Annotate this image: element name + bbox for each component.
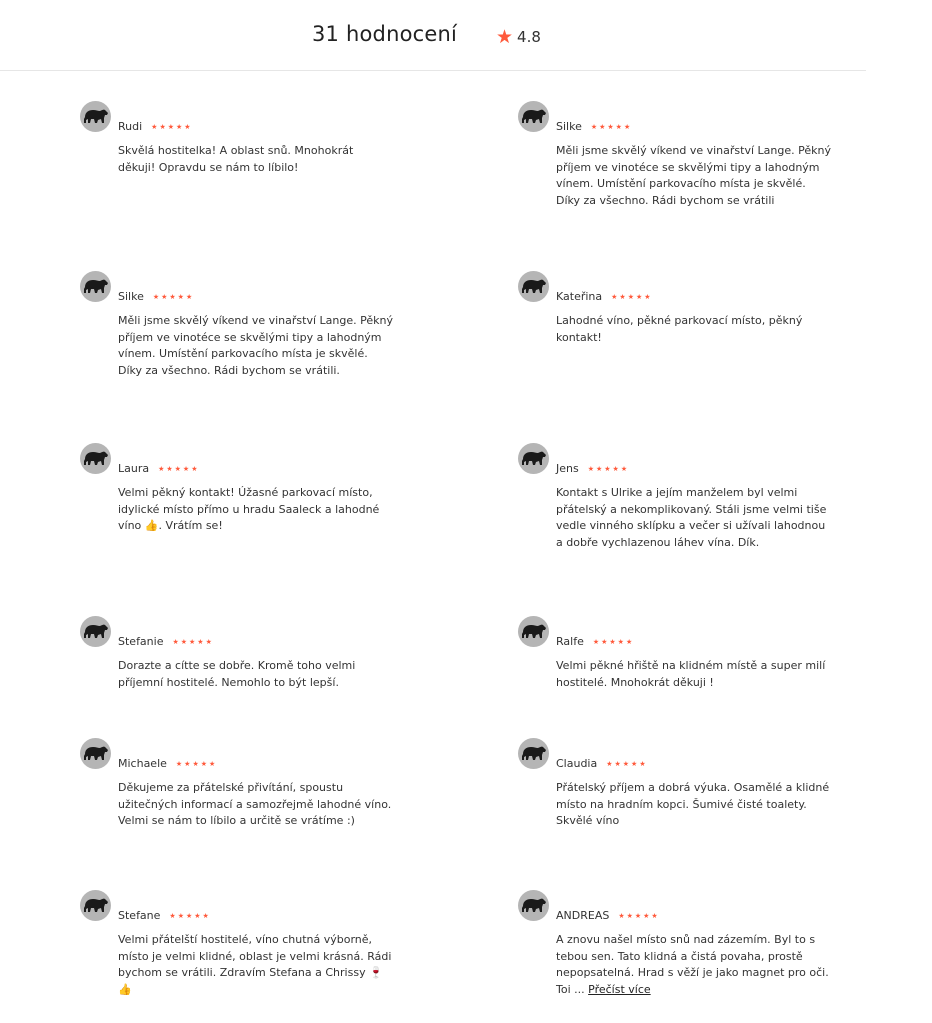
review-stars: ★★★★★ — [606, 759, 648, 768]
star-icon: ★ — [496, 26, 514, 48]
review-text: Skvělá hostitelka! A oblast snů. Mnohokrát děkuji! Opravdu se nám to líbilo! — [118, 144, 354, 174]
review-stars: ★★★★★ — [618, 911, 660, 920]
bear-icon — [83, 744, 109, 762]
overall-rating-value: 4.8 — [517, 28, 541, 46]
read-more-link[interactable]: Přečíst více — [588, 982, 651, 996]
bear-icon — [521, 744, 547, 762]
review-text: Dorazte a cítte se dobře. Kromě toho velmi příjemní hostitelé. Nemohlo to být lepší. — [118, 659, 356, 689]
avatar[interactable] — [518, 616, 549, 647]
review-stars: ★★★★★ — [587, 464, 630, 473]
avatar[interactable] — [518, 101, 549, 132]
bear-icon — [83, 622, 109, 640]
review-stars: ★★★★★ — [611, 292, 653, 301]
avatar[interactable] — [80, 443, 111, 474]
reviewer-row — [556, 909, 660, 922]
bear-icon — [521, 107, 547, 125]
review-text: Měli jsme skvělý víkend ve vinařství Lange. Pěkný příjem ve vinotéce se skvělými tipy a lahodným vínem. Umístění parkovacího místa je skvělé. Díky za všechno. Rádi bychom se vrátili. — [118, 314, 393, 377]
avatar[interactable] — [80, 890, 111, 921]
reviewer-row — [556, 462, 629, 475]
avatar[interactable] — [80, 738, 111, 769]
overall-rating — [496, 28, 541, 46]
review-stars: ★★★★★ — [175, 759, 218, 768]
review-text: Měli jsme skvělý víkend ve vinařství Lange. Pěkný příjem ve vinotéce se skvělými tipy a lahodným vínem. Umístění parkovacího místa je skvělé. Díky za všechno. Rádi bychom se vrátili — [556, 144, 831, 207]
reviewer-row — [118, 757, 217, 770]
review-stars: ★★★★★ — [152, 292, 195, 301]
review-stars: ★★★★★ — [172, 637, 214, 646]
review-text: Velmi pěkné hřiště na klidném místě a super milí hostitelé. Mnohokrát děkuji ! — [556, 659, 826, 689]
bear-icon — [521, 449, 547, 467]
reviewer-row — [556, 120, 632, 133]
review-text: Lahodné víno, pěkné parkovací místo, pěkný kontakt! — [556, 314, 803, 344]
avatar[interactable] — [518, 890, 549, 921]
reviewer-name: Ralfe — [556, 635, 584, 648]
reviewer-name: Rudi — [118, 120, 143, 133]
reviewer-row — [118, 120, 193, 133]
avatar[interactable] — [518, 271, 549, 302]
reviewer-name: Stefanie — [118, 635, 164, 648]
reviews-count-title: 31 hodnocení — [312, 22, 458, 46]
bear-icon — [83, 896, 109, 914]
reviewer-name: Silke — [118, 290, 144, 303]
reviewer-name: Stefane — [118, 909, 161, 922]
reviewer-name: Jens — [556, 462, 579, 475]
reviewer-row — [118, 909, 211, 922]
review-stars: ★★★★★ — [592, 637, 635, 646]
reviewer-name: Michaele — [118, 757, 167, 770]
review-stars: ★★★★★ — [158, 464, 200, 473]
bear-icon — [521, 277, 547, 295]
avatar[interactable] — [518, 443, 549, 474]
reviewer-row — [118, 635, 214, 648]
review-stars: ★★★★★ — [151, 122, 193, 131]
reviewer-name: ANDREAS — [556, 909, 610, 922]
bear-icon — [521, 622, 547, 640]
bear-icon — [521, 896, 547, 914]
review-stars: ★★★★★ — [590, 122, 633, 131]
reviewer-name: Silke — [556, 120, 582, 133]
review-text: Přátelský příjem a dobrá výuka. Osamělé a klidné místo na hradním kopci. Šumivé čisté toalety. Skvělé víno — [556, 781, 830, 827]
review-text: Velmi pěkný kontakt! Úžasné parkovací místo, idylické místo přímo u hradu Saaleck a lahodné víno 👍. Vrátím se! — [118, 486, 380, 532]
reviewer-name: Kateřina — [556, 290, 603, 303]
avatar[interactable] — [518, 738, 549, 769]
reviewer-row — [556, 290, 653, 303]
review-text: Velmi přátelští hostitelé, víno chutná výborně, místo je velmi klidné, oblast je velmi krásná. Rádi bychom se vrátili. Zdravím Stefana a Chrissy 🍷👍 — [118, 933, 392, 996]
bear-icon — [83, 277, 109, 295]
reviewer-row — [556, 635, 634, 648]
reviewer-row — [118, 290, 194, 303]
bear-icon — [83, 449, 109, 467]
reviewer-row — [118, 462, 200, 475]
reviewer-name: Claudia — [556, 757, 598, 770]
review-text: Děkujeme za přátelské přivítání, spoustu užitečných informací a samozřejmě lahodné víno. Velmi se nám to líbilo a určitě se vrátíme :) — [118, 781, 392, 827]
review-stars: ★★★★★ — [169, 911, 211, 920]
review-text: Kontakt s Ulrike a jejím manželem byl velmi přátelský a nekomplikovaný. Stáli jsme velmi tiše vedle vinného sklípku a večer si užívali lahodnou a dobře vychlazenou láhev vína. Dík. — [556, 486, 827, 549]
reviewer-name: Laura — [118, 462, 150, 475]
reviews-header — [0, 0, 866, 71]
bear-icon — [83, 107, 109, 125]
review-text: A znovu našel místo snů nad zázemím. Byl to s tebou sen. Tato klidná a čistá povaha, prostě nepopsatelná. Hrad s věží je jako magnet pro oči. Toi ... Přečíst více — [556, 933, 829, 996]
avatar[interactable] — [80, 101, 111, 132]
reviewer-row — [556, 757, 648, 770]
avatar[interactable] — [80, 271, 111, 302]
avatar[interactable] — [80, 616, 111, 647]
